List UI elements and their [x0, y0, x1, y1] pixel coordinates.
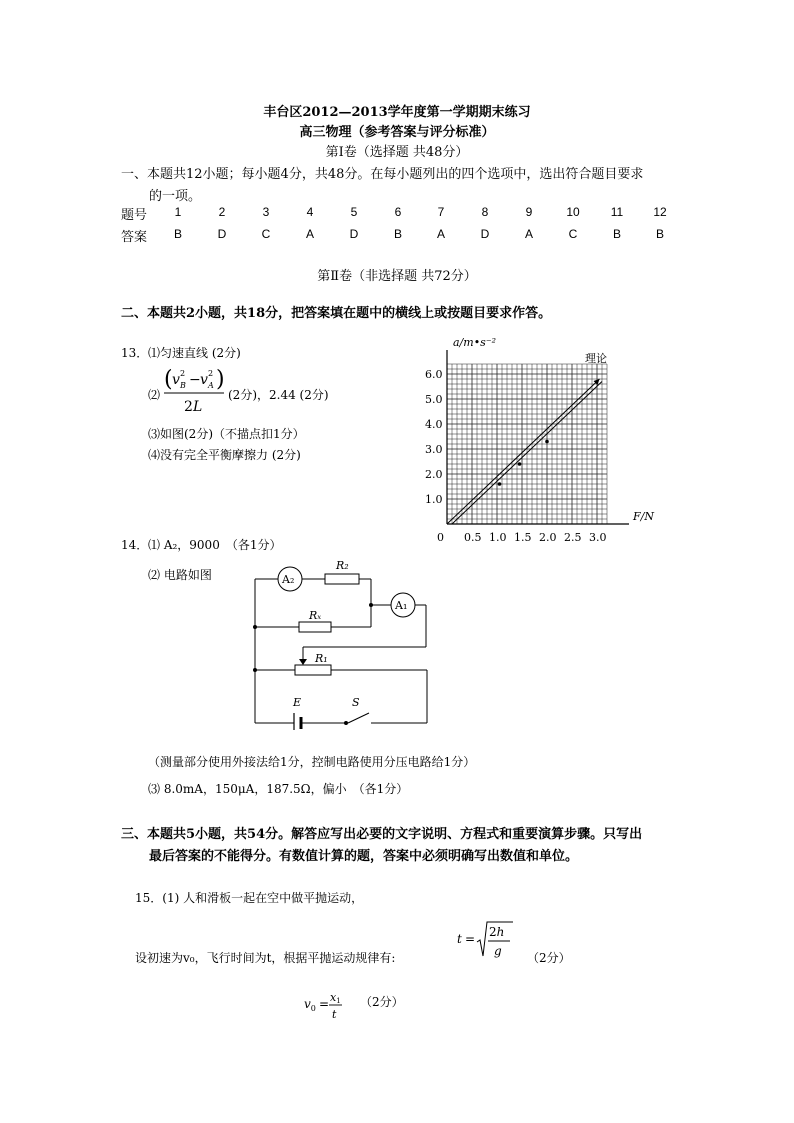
- rheostat-arrow: [299, 659, 307, 665]
- answer-cell: B: [173, 227, 182, 241]
- section3-heading-line2: 最后答案的不能得分。有数值计算的题，答案中必须明确写出数值和单位。: [149, 849, 579, 864]
- r2-resistor: [325, 574, 359, 584]
- rx-label: Rₓ: [309, 609, 322, 622]
- circuit-diagram: [245, 555, 435, 730]
- r2-label: R₂: [336, 559, 349, 572]
- section1-heading-line2: 的一项。: [149, 189, 202, 204]
- a2-label: A₂: [282, 573, 295, 586]
- part1-title: 第Ⅰ卷（选择题 共48分）: [325, 145, 469, 160]
- svg-text:x1: x1: [330, 991, 341, 1005]
- part2-title: 第Ⅱ卷（非选择题 共72分）: [317, 269, 477, 284]
- svg-text:=: =: [319, 997, 330, 1011]
- question-number: 11: [610, 205, 624, 219]
- question-number: 8: [481, 205, 489, 219]
- svg-text:v0: $v_0$: [304, 997, 316, 1013]
- svg-text:v: v: [172, 372, 180, 388]
- question-number: 3: [262, 205, 270, 219]
- x-tick-label: 0.5: [464, 531, 482, 544]
- q13-item3: ⑶如图(2分)（不描点扣1分）: [148, 427, 305, 441]
- y-tick-label: 1.0: [425, 493, 443, 506]
- chart-grid: [447, 364, 607, 524]
- q14-item3: ⑶ 8.0mA，150μA，187.5Ω，偏小 （各1分）: [148, 782, 409, 796]
- question-number: 7: [437, 205, 445, 219]
- answer-cell: C: [568, 227, 578, 241]
- data-point: [518, 462, 522, 466]
- r1-resistor: [295, 665, 331, 675]
- q15-score1: （2分）: [527, 951, 571, 965]
- svg-text:v: v: [200, 372, 208, 388]
- answer-cell: D: [217, 227, 227, 241]
- y-tick-label: 4.0: [425, 418, 443, 431]
- q14-item2: ⑵ 电路如图: [148, 568, 212, 582]
- q14-number: 14．: [121, 538, 149, 552]
- x-tick-label: 1.5: [514, 531, 532, 544]
- question-number: 5: [350, 205, 358, 219]
- svg-text:2: 2: [208, 369, 214, 378]
- a1-label: A₁: [395, 599, 408, 612]
- svg-text:B: B: [180, 381, 186, 390]
- q13-number: 13．: [121, 346, 149, 360]
- doc-title: 丰台区2012—2013学年度第一学期期末练习: [263, 105, 531, 120]
- svg-text:2: 2: [180, 369, 186, 378]
- row-label-answer: 答案: [121, 230, 148, 245]
- question-number: 2: [218, 205, 226, 219]
- svg-text:): ): [216, 367, 225, 392]
- answer-cell: B: [655, 227, 664, 241]
- answer-cell: B: [612, 227, 621, 241]
- section2-heading: 二、本题共2小题，共18分，把答案填在题中的横线上或按题目要求作答。: [121, 306, 552, 321]
- question-number: 1: [174, 205, 182, 219]
- row-label-number: 题号: [121, 208, 148, 223]
- question-number: 4: [306, 205, 314, 219]
- answer-cell: D: [349, 227, 359, 241]
- x-tick-label: 2.0: [539, 531, 557, 544]
- x-tick-label: 3.0: [589, 531, 607, 544]
- section3-heading-line1: 三、本题共5小题，共54分。解答应写出必要的文字说明、方程式和重要演算步骤。只写出: [121, 827, 643, 842]
- data-point: [498, 482, 502, 486]
- q14-note: （测量部分使用外接法给1分，控制电路使用分压电路给1分）: [148, 755, 476, 769]
- svg-text:2: 2: [184, 399, 193, 415]
- q14-item1: ⑴ A₂，9000 （各1分）: [148, 538, 282, 552]
- y-tick-labels: [425, 368, 443, 506]
- answer-cell: A: [524, 227, 533, 241]
- q13-formula: [160, 364, 226, 416]
- y-tick-label: 6.0: [425, 368, 443, 381]
- question-number: 6: [394, 205, 402, 219]
- question-number: 10: [566, 205, 580, 219]
- acceleration-force-chart: [415, 330, 670, 548]
- y-tick-label: 2.0: [425, 468, 443, 481]
- question-number-row: [0, 205, 794, 223]
- svg-text:A: A: [208, 381, 214, 390]
- x-tick-labels: [464, 531, 607, 544]
- q15-line1: 15．(1) 人和滑板一起在空中做平抛运动，: [135, 891, 364, 905]
- data-point: [545, 440, 549, 444]
- svg-text:t: t: [457, 932, 462, 946]
- q13-item4: ⑷没有完全平衡摩擦力 (2分): [148, 448, 301, 462]
- question-number: 12: [653, 205, 667, 219]
- doc-subtitle: 高三物理（参考答案与评分标准）: [299, 125, 495, 140]
- q15-score2: （2分）: [360, 995, 404, 1009]
- q15-line2: 设初速为v₀，飞行时间为t，根据平抛运动规律有:: [135, 951, 396, 965]
- svg-text:g: g: [494, 944, 502, 958]
- y-axis-label: a/m•s⁻²: [453, 336, 497, 349]
- svg-text:=: =: [465, 932, 476, 946]
- svg-text:t: t: [332, 1008, 337, 1021]
- chart-series: [447, 379, 602, 524]
- q13-item1: ⑴匀速直线 (2分): [148, 346, 241, 360]
- x-axis-label: F/N: [633, 510, 654, 523]
- svg-text:(: (: [164, 367, 173, 392]
- answer-cell: C: [261, 227, 271, 241]
- svg-text:−: −: [189, 372, 201, 388]
- answer-cell: D: [480, 227, 490, 241]
- s-label: S: [352, 696, 360, 709]
- origin-label: 0: [437, 531, 444, 544]
- answer-cell: B: [393, 227, 402, 241]
- q13-item2-prefix: ⑵: [148, 388, 161, 402]
- theory-line-label: 理论: [585, 352, 607, 365]
- r1-label: R₁: [315, 652, 328, 665]
- x-tick-label: 2.5: [564, 531, 582, 544]
- section1-heading-line1: 一、本题共12小题；每小题4分，共48分。在每小题列出的四个选项中，选出符合题目要求: [121, 167, 644, 182]
- svg-text:L: L: [193, 399, 203, 415]
- q13-item2-suffix: (2分)，2.44 (2分): [228, 388, 329, 402]
- y-tick-label: 3.0: [425, 443, 443, 456]
- theory-line: [447, 379, 600, 524]
- rx-resistor: [299, 622, 331, 632]
- svg-text:2h: 2h: [489, 925, 505, 939]
- answer-cell: A: [305, 227, 314, 241]
- q15-formula-v0: [302, 986, 350, 1024]
- x-tick-label: 1.0: [489, 531, 507, 544]
- e-label: E: [293, 696, 302, 709]
- answer-cell: A: [436, 227, 445, 241]
- q15-formula-t: [455, 918, 515, 964]
- answer-row: [0, 227, 794, 245]
- question-number: 9: [525, 205, 533, 219]
- y-tick-label: 5.0: [425, 393, 443, 406]
